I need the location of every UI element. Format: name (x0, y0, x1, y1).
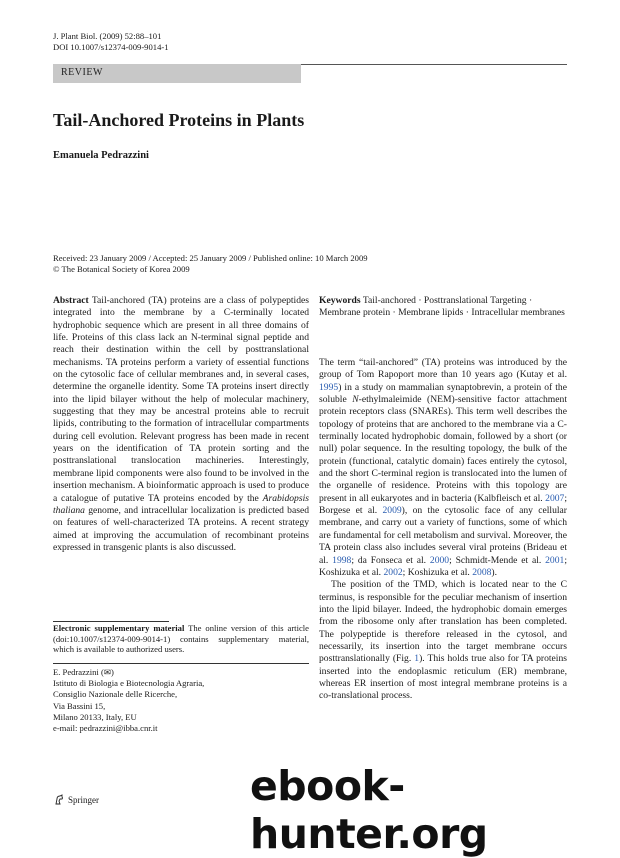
address-line: Milano 20133, Italy, EU (53, 711, 137, 722)
publication-history (53, 253, 368, 275)
watermark-text: ebook-hunter.org (250, 762, 488, 858)
paragraph-1: The term “tail-anchored” (TA) proteins was introduced by the group of Tom Rapoport more than 10 years ago (Kutay et al. 1995) in a study on mammalian synaptobrevin, a protein of the soluble N-ethylmaleimide (NEM)-sensitive factor attachment protein receptors class (SNAREs). This term well describes the topology of proteins that are anchored to the membrane via a C-terminally located hydrophobic domain, followed by a short (or null) polar sequence. In the resulting topology, the bulk of the protein (functional, catalytic domain) faces entirely the cytosol, and the short C-terminal region is translocated into the lumen of the organelle of residence. Proteins with this topology are present in all eukaryotes and in bacteria (Kalbfleisch et al. 2007; Borgese et al. 2009), on the cytosolic face of any cellular membrane, and carry out a variety of functions, some of which are fundamental for cell metabolism and survival. Moreover, the TA protein class also includes several viral proteins (Brideau et al. 1998; da Fonseca et al. 2000; Schmidt-Mende et al. 2001; Koshizuka et al. 2002; Koshizuka et al. 2008). (319, 357, 568, 578)
abstract-text-2: genome, and intracellular localization is predicted based on features of well-characterized TA proteins. A recent strategy aimed at improving the accumulation of recombinant proteins expressed in transgenic plants is also discussed. (53, 504, 309, 553)
journal-reference (53, 31, 169, 53)
species-name: Arabidopsis thaliana (53, 492, 309, 516)
citation-link[interactable]: 1998 (332, 554, 352, 566)
citation-link[interactable]: 2009 (382, 505, 402, 517)
supplementary-text: The online version of this article (doi:10.1007/s12374-009-9014-1) contains supplementary material, which is available to authorized users. (53, 623, 309, 655)
abstract-text-1: Tail-anchored (TA) proteins are a class of polypeptides integrated into the membrane by a C-terminally located hydrophobic sequence which are present in all three domains of life. Proteins of this class lack an N-terminal signal peptide and reach their destination within the cell by posttranslational mechanisms. TA proteins perform a variety of essential functions on the cytosolic face of cellular membranes and, in several cases, determine the organelle identity. Some TA proteins insert directly into the lipid bilayer without the help of molecular machinery, suggesting that they may be ancestral proteins able to recruit lipids, contributing to the formation of intracellular compartments during cell evolution. Relevant progress has been made in recent years on the identification of TA protein sorting and the posttranslational translocation machineries. Interestingly, membrane lipid components were also found to be involved in the insertion mechanism. A bioinformatic approach is used to produce a catalogue of putative TA proteins encoded by the (53, 295, 309, 504)
section-band (53, 64, 301, 83)
author-name: Emanuela Pedrazzini (53, 150, 149, 161)
body-text (319, 357, 567, 703)
copyright-line: © The Botanical Society of Korea 2009 (53, 264, 190, 274)
address-separator (53, 663, 309, 664)
email-line[interactable]: e-mail: pedrazzini@ibba.cnr.it (53, 723, 158, 734)
paragraph-2: The position of the TMD, which is located near to the C terminus, is responsible for the peculiar mechanism of insertion into the lipid bilayer. Indeed, the hydrophobic domain emerges from the ribosome only after translation has been completed. The polypeptide is therefore released in the cytosol, and necessarily, its insertion into the target membrane occurs posttranslationally (Fig. 1). This holds true also for TA proteins inserted into the endoplasmic reticulum (ER) membrane, whereas ER insertion of most integral membrane proteins is a co-translational process. (319, 579, 568, 702)
citation-link[interactable]: 2000 (429, 554, 450, 566)
citation-link[interactable]: 2008 (472, 566, 492, 578)
doi: DOI 10.1007/s12374-009-9014-1 (53, 42, 169, 52)
supplementary-note (53, 623, 309, 655)
address-line: Istituto di Biologia e Biotecnologia Agraria, (53, 678, 205, 689)
springer-horse-icon (53, 794, 65, 806)
envelope-icon: ✉ (103, 667, 112, 677)
figure-link[interactable]: 1 (414, 653, 420, 665)
article-title: Tail-Anchored Proteins in Plants (53, 110, 305, 130)
publisher-footer (53, 794, 99, 806)
keywords-label: Keywords (319, 295, 361, 306)
abstract-label: Abstract (53, 295, 89, 306)
corresponding-author: E. Pedrazzini (✉) (53, 667, 114, 677)
citation-link[interactable]: 2002 (383, 566, 403, 578)
supplementary-label: Electronic supplementary material (53, 623, 185, 633)
address-line: Via Bassini 15, (53, 700, 106, 711)
publisher-name: Springer (68, 795, 99, 805)
author-address (53, 667, 204, 734)
journal-citation: J. Plant Biol. (2009) 52:88–101 (53, 31, 162, 41)
dates-line: Received: 23 January 2009 / Accepted: 25 January 2009 / Published online: 10 March 2009 (53, 253, 368, 263)
abstract (53, 295, 309, 554)
citation-link[interactable]: 2001 (545, 554, 565, 566)
citation-link[interactable]: 2007 (545, 492, 565, 504)
citation-link[interactable]: 1995 (319, 381, 339, 393)
address-line: Consiglio Nazionale delle Ricerche, (53, 689, 178, 700)
keywords-text: Tail-anchored · Posttranslational Targeting · Membrane protein · Membrane lipids · Intracellular membranes (319, 295, 565, 319)
section-label: REVIEW (61, 67, 103, 78)
footnote-separator (53, 621, 169, 622)
keywords (319, 295, 567, 320)
